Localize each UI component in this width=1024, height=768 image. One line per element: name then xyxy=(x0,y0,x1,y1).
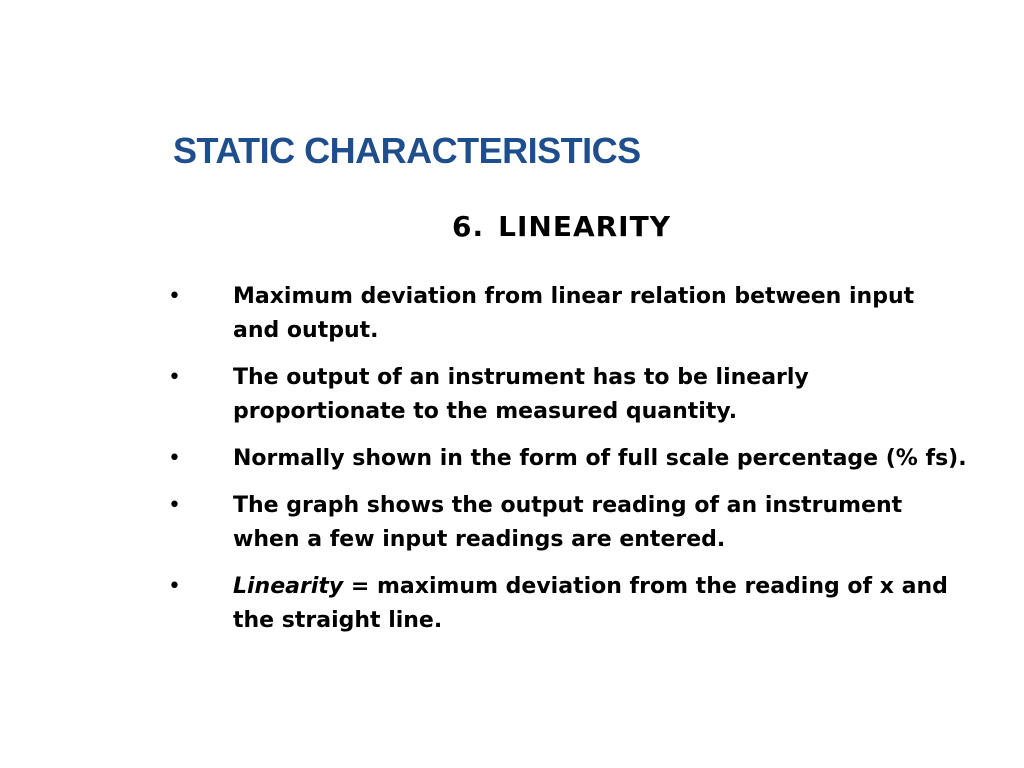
bullet-dot-icon: • xyxy=(168,284,181,309)
linearity-term: Linearity xyxy=(233,574,344,599)
bullet-dot-icon: • xyxy=(168,365,181,390)
bullet-text: = maximum deviation from the reading of x and the straight line. xyxy=(233,574,948,633)
bullet-item xyxy=(168,361,968,429)
bullet-text: Normally shown in the form of full scale percentage (% fs). xyxy=(233,446,967,471)
bullet-item xyxy=(168,570,968,638)
bullet-item xyxy=(168,442,968,476)
bullet-list xyxy=(168,280,968,651)
slide-title: STATIC CHARACTERISTICS xyxy=(173,130,641,171)
bullet-text: The output of an instrument has to be linearly proportionate to the measured quantity. xyxy=(233,365,809,424)
section-heading xyxy=(452,208,671,246)
bullet-item xyxy=(168,280,968,348)
bullet-dot-icon: • xyxy=(168,493,181,518)
bullet-dot-icon: • xyxy=(168,446,181,471)
bullet-text: Maximum deviation from linear relation between input and output. xyxy=(233,284,915,343)
section-number: 6. xyxy=(452,210,485,243)
section-title: LINEARITY xyxy=(498,210,671,243)
bullet-dot-icon: • xyxy=(168,574,181,599)
bullet-text: The graph shows the output reading of an instrument when a few input readings are entered. xyxy=(233,493,903,552)
bullet-item xyxy=(168,489,968,557)
